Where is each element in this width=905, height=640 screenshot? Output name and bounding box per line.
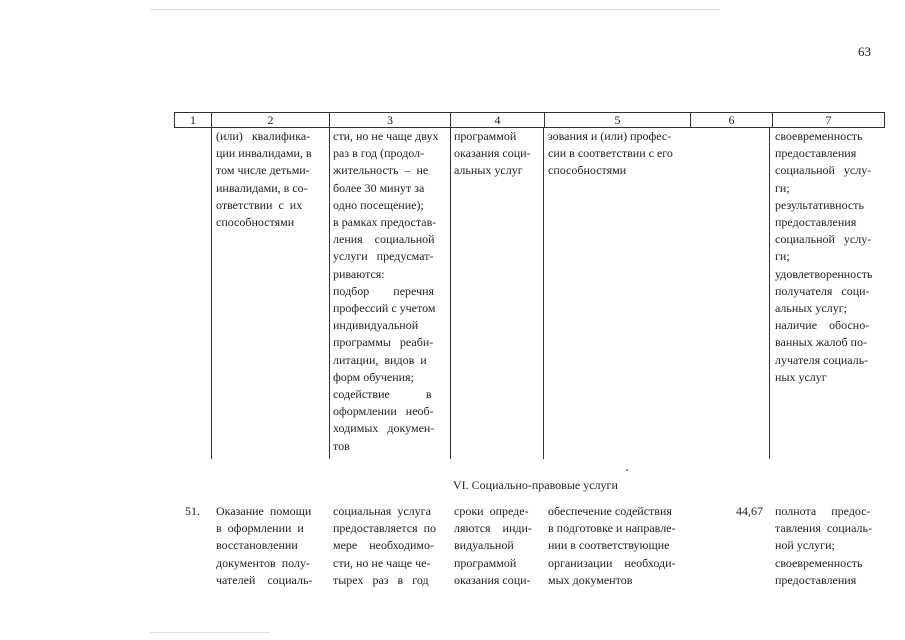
- header-col-3: 3: [330, 113, 451, 128]
- header-col-7: 7: [773, 113, 885, 128]
- continued-cell-col7: своевременность предоставления социальной услу- ги; результативность предоставления социальной услу- ги; удовлетворенность получателя соци- альных услуг; наличие обосно- ванных жалоб по- лучателя социаль- ных услуг: [775, 129, 873, 384]
- column-rule: [769, 127, 770, 459]
- row-51-description: социальная услуга предоставляется по мере необходимо- сти, но не чаще че- тырех раз в год: [333, 504, 437, 587]
- continued-cell-col3: сти, но не чаще двух раз в год (продол- жительность – не более 30 минут за одно посещение); в рамках предостав- ления социальной услуги предусмат- риваются: подбор перечня профессий с учетом индивидуальной программы реаби- литации, видов и форм обучения; содействие в оформлении необ- ходимых докумен- тов: [333, 129, 439, 453]
- page-number: 63: [858, 44, 871, 59]
- section-title: VI. Социально-правовые услуги: [453, 478, 618, 492]
- row-51-quality-indicators: полнота предос- тавления социаль- ной услуги; своевременность предоставления: [775, 504, 872, 587]
- scan-artifact-top: [150, 9, 720, 10]
- header-col-1: 1: [175, 113, 212, 128]
- header-col-6: 6: [691, 113, 773, 128]
- header-col-4: 4: [451, 113, 545, 128]
- row-51-standard: обеспечение содействия в подготовке и направле- нии в соответствующие организации необходи- мых документов: [548, 504, 676, 587]
- continued-cell-col2: (или) квалифика- ции инвалидами, в том числе детьми- инвалидами, в со- ответствии с их способностями: [216, 129, 312, 230]
- column-rule: [450, 127, 451, 459]
- scan-dot: [626, 469, 628, 471]
- column-rule: [211, 127, 212, 459]
- column-rule: [543, 127, 544, 459]
- row-51-number: 51.: [185, 504, 200, 518]
- column-number-header: [174, 112, 885, 128]
- row-51-price: 44,67: [736, 504, 763, 518]
- header-col-5: 5: [545, 113, 691, 128]
- row-51-service-name: Оказание помощи в оформлении и восстановлении документов полу- чателей социаль-: [216, 504, 313, 587]
- column-rule: [329, 127, 330, 459]
- continued-cell-col4: программой оказания соци- альных услуг: [454, 129, 531, 178]
- continued-cell-col5: зования и (или) профес- сии в соответствии с его способностями: [548, 129, 673, 178]
- row-51-terms: сроки опреде- ляются инди- видуальной программой оказания соци-: [454, 504, 532, 587]
- header-col-2: 2: [212, 113, 330, 128]
- scan-artifact-bottom: [150, 632, 270, 633]
